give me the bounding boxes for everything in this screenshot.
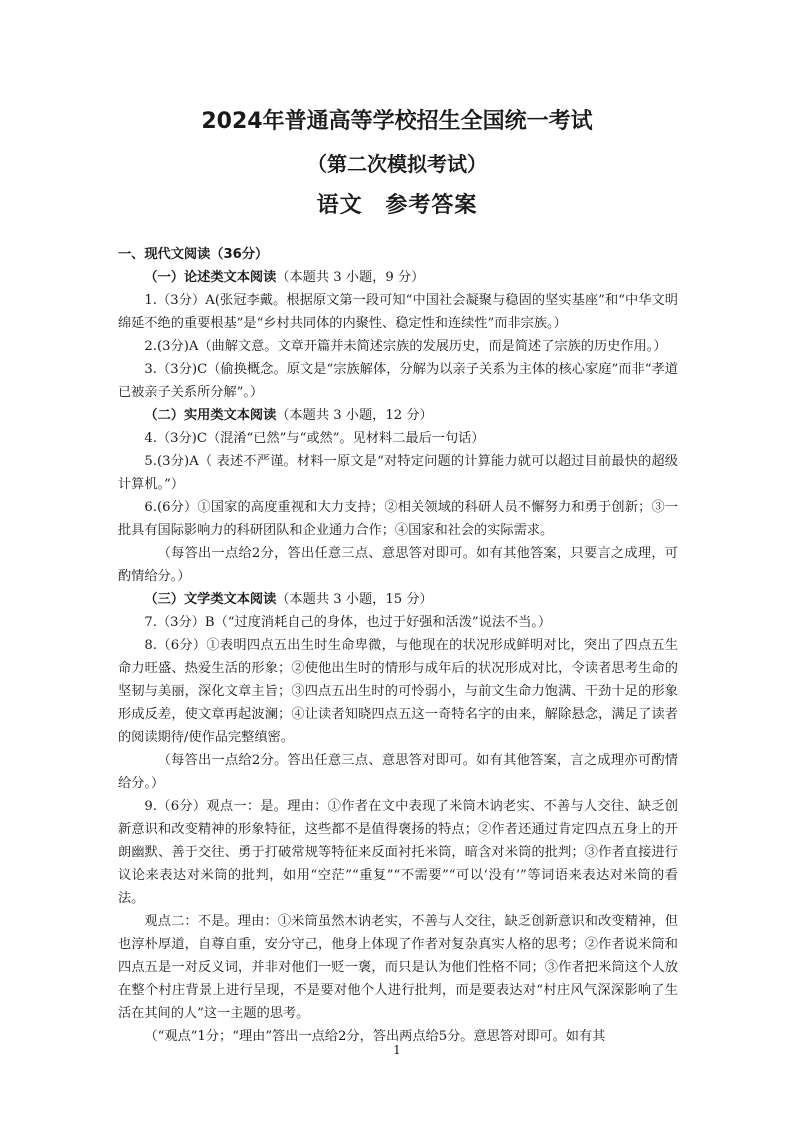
subsection-heading [118,588,678,611]
page-number: 1 [393,1043,401,1057]
answer-item: 9.（6分）观点一：是。理由：①作者在文中表现了米筒木讷老实、不善与人交往、缺乏创新意识和改变精神的形象特征，这些都不是值得褒扬的特点；②作者还通过肯定四点五身上的开朗幽默、善于交往、勇于打破常规等特征来反面衬托米筒，暗含对米筒的批判；③作者直接进行议论来表达对米筒的批判，如用“空茫”“重复”“不需要”“可以‘没有’”等词语来表达对米筒的看法。 [118,799,678,906]
exam-title: 2024年普通高等学校招生全国统一考试 [201,109,593,134]
section-title: 一、现代文阅读（36分） [118,247,269,262]
answer-item: 3.（3分)C（偷换概念。原文是“宗族解体，分解为以亲子关系为主体的核心家庭”而非“孝道已被亲子关系所分解”。） [118,362,678,400]
subsection-note: （本题共 3 小题，15 分） [276,592,433,607]
answer-item: 8.（6分）①表明四点五出生时生命卑微，与他现在的状况形成鲜明对比，突出了四点五生命力旺盛、热爱生活的形象；②使他出生时的情形与成年后的状况形成对比，令读者思考生命的坚韧与美丽，深化文章主旨；③四点五出生时的可怜弱小，与前文生命力饱满、干劲十足的形象形成反差，使文章再起波澜；④让读者知晓四点五这一奇特名字的由来，解除悬念，满足了读者的阅读期待/使作品完整缜密。 [118,638,678,745]
answer-item: 1.（3分）A(张冠李戴。根据原文第一段可知“中国社会凝聚与稳固的坚实基座”和“中华文明绵延不绝的重要根基”是“乡村共同体的内聚性、稳定性和连续性”而非宗族。） [118,293,678,331]
doc-title: 语文 参考答案 [316,193,478,218]
answer-item: 5.(3分)A（ 表述不严谨。材料一原文是“对特定问题的计算能力就可以超过目前最快的超级计算机。”） [118,454,678,492]
scoring-note: （每答出一点给2分，答出任意三点、意思答对即可。如有其他答案，只要言之成理，可酌情给分。） [118,546,678,584]
answer-content [118,243,678,1048]
subsection-title: （一）论述类文本阅读 [144,270,277,285]
subsection-title: （三）文学类文本阅读 [144,592,277,607]
subsection-note: （本题共 3 小题，12 分） [276,408,433,423]
answer-item: 观点二：不是。理由：①米筒虽然木讷老实，不善与人交往，缺乏创新意识和改变精神，但也淳朴厚道，自尊自重，安分守己，他身上体现了作者对复杂真实人格的思考；②作者说米筒和四点五是一对反义词，并非对他们一贬一褒，而只是认为他们性格不同；③作者把米筒这个人放在整个村庄背景上进行呈现，不是要对他个人进行批判，而是要表达对“村庄风气深深影响了生活在其间的人”这一主题的思考。 [118,914,678,1021]
scoring-note: （每答出一点给2分。答出任意三点、意思答对即可。如有其他答案，言之成理亦可酌情给分。） [118,753,678,791]
answer-item: 6.(6分）①国家的高度重视和大力支持；②相关领域的科研人员不懈努力和勇于创新；③一批具有国际影响力的科研团队和企业通力合作；④国家和社会的实际需求。 [118,500,678,538]
answer-item: 4.（3分)C（混淆“已然”与“或然”。见材料二最后一句话） [144,431,485,446]
subsection-heading [118,404,678,427]
answer-item: 2.(3分)A（曲解文意。文章开篇并未简述宗族的发展历史，而是简述了宗族的历史作用。） [144,339,667,354]
exam-subtitle: （第二次模拟考试） [307,152,487,176]
scoring-note: （“观点”1分；“理由”答出一点给2分，答出两点给5分。意思答对即可。如有其 [144,1029,606,1044]
subsection-title: （二）实用类文本阅读 [144,408,277,423]
subsection-heading [118,266,678,289]
answer-item: 7.（3分）B（“过度消耗自己的身体，也过于好强和活泼”说法不当。） [144,615,552,630]
subsection-note: （本题共 3 小题，9 分） [276,270,425,285]
